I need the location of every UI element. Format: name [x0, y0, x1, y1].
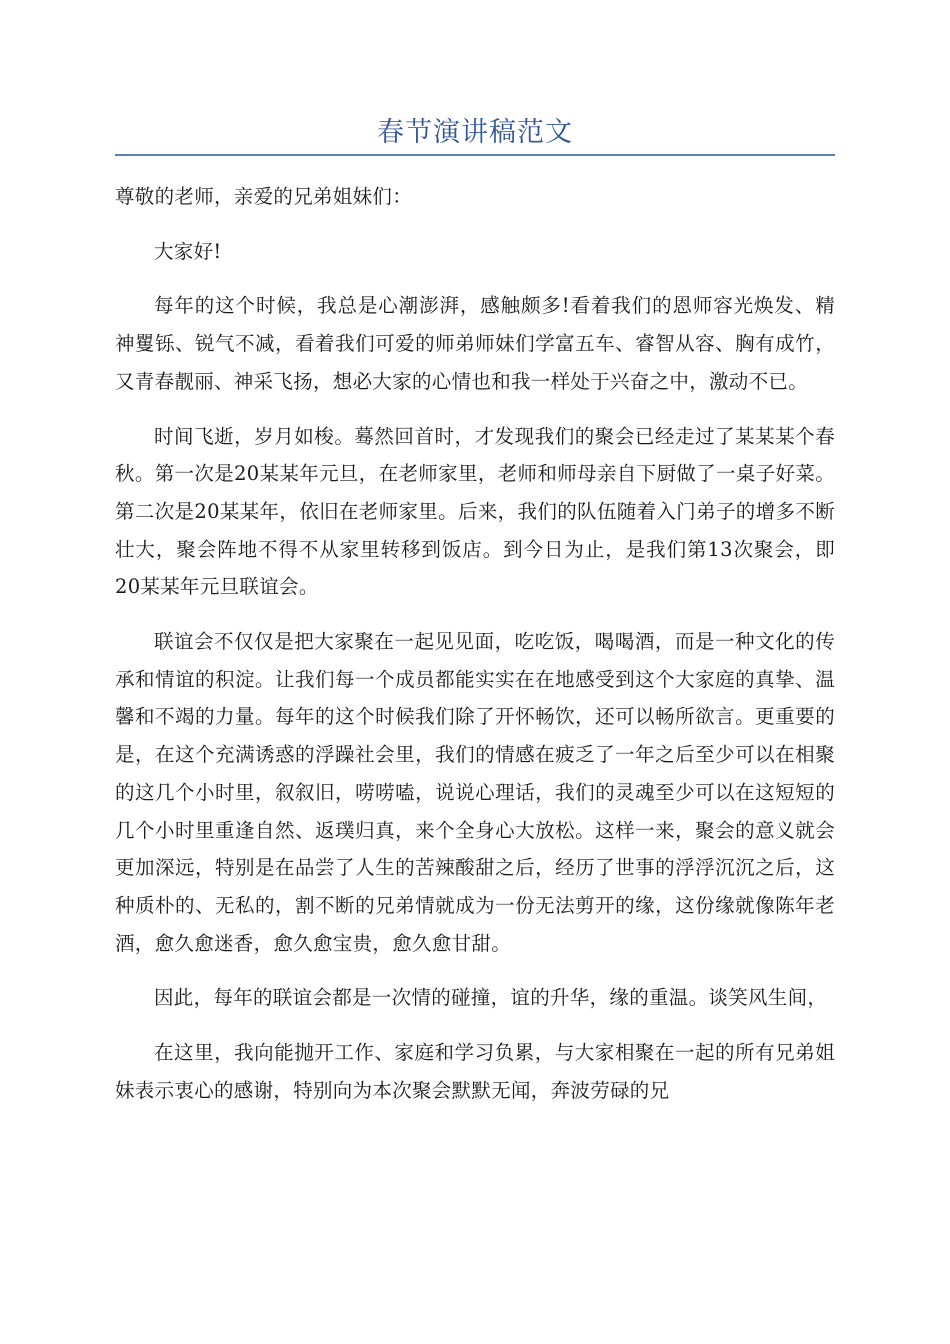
document-body — [115, 178, 835, 1109]
salutation: 尊敬的老师，亲爱的兄弟姐妹们： — [115, 185, 413, 208]
paragraph-greeting: 大家好! — [154, 239, 222, 263]
paragraph-3: 联谊会不仅仅是把大家聚在一起见见面，吃吃饭，喝喝酒，而是一种文化的传承和情谊的积淀。让我们每一个成员都能实实在在地感受到这个大家庭的真挚、温馨和不竭的力量。每年的这个时候我们除了开怀畅饮，还可以畅所欲言。更重要的是，在这个充满诱惑的浮躁社会里，我们的情感在疲乏了一年之后至少可以在相聚的这几个小时里，叙叙旧，唠唠嗑，说说心理话，我们的灵魂至少可以在这短短的几个小时里重逢自然、返璞归真，来个全身心大放松。这样一来，聚会的意义就会更加深远，特别是在品尝了人生的苦辣酸甜之后，经历了世事的浮浮沉沉之后，这种质朴的、无私的，割不断的兄弟情就成为一份无法剪开的缘，这份缘就像陈年老酒，愈久愈迷香，愈久愈宝贵，愈久愈甘甜。 — [115, 630, 835, 955]
document-page — [115, 0, 835, 1126]
paragraph-5: 在这里，我向能抛开工作、家庭和学习负累，与大家相聚在一起的所有兄弟姐妹表示衷心的感谢，特别向为本次聚会默默无闻，奔波劳碌的兄 — [115, 1041, 835, 1102]
title-underline — [115, 154, 835, 156]
paragraph-2: 时间飞逝，岁月如梭。蓦然回首时，才发现我们的聚会已经走过了某某某个春秋。第一次是20某某年元旦，在老师家里，老师和师母亲自下厨做了一桌子好菜。第二次是20某某年，依旧在老师家里。后来，我们的队伍随着入门弟子的增多不断壮大，聚会阵地不得不从家里转移到饭店。到今日为止，是我们第13次聚会，即20某某年元旦联谊会。 — [115, 424, 835, 599]
paragraph-4: 因此，每年的联谊会都是一次情的碰撞，谊的升华，缘的重温。谈笑风生间， — [154, 986, 828, 1010]
paragraph-1: 每年的这个时候，我总是心潮澎湃，感触颇多!看着我们的恩师容光焕发、精神矍铄、锐气不减，看着我们可爱的师弟师妹们学富五车、睿智从容、胸有成竹，又青春靓丽、神采飞扬，想必大家的心情也和我一样处于兴奋之中，激动不已。 — [115, 294, 835, 393]
document-title: 春节演讲稿范文 — [377, 117, 573, 148]
